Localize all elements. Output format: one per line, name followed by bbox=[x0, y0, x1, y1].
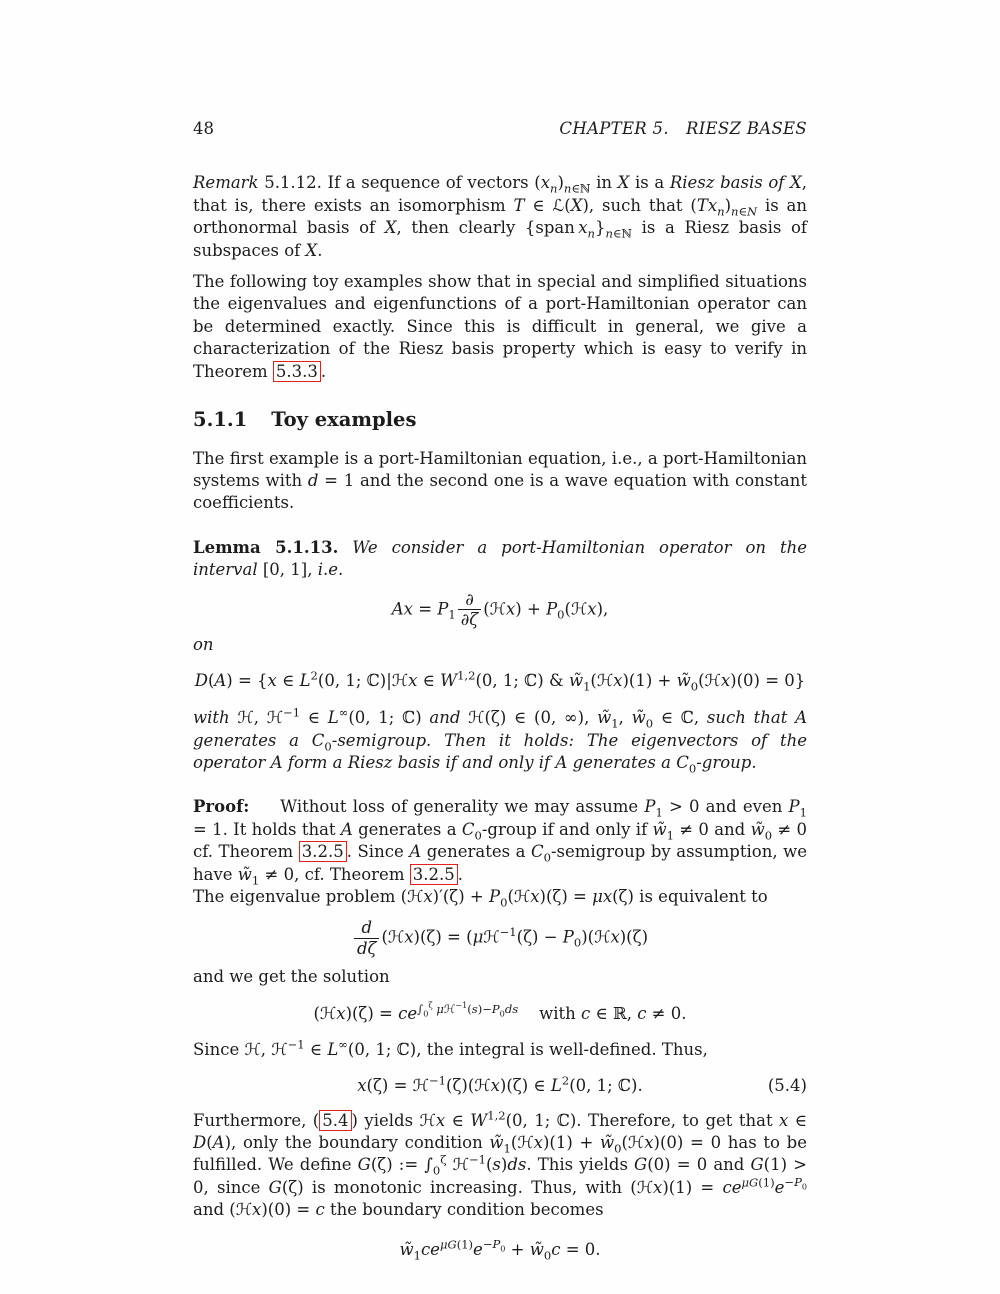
remark-paragraph: Remark 5.1.12. If a sequence of vectors $(x_n)_{n\in ℕ}$ in X is a Riesz basis of X, that is, there exists an isomorphism T ∈ ℒ(X), such that $(Tx_n)_{n\in N}$ is an orthonormal basis of X, then clearly {span $x_n\}_{n\in ℕ}$ is a Riesz basis of subspaces of X. bbox=[193, 173, 808, 260]
equation-operator: $Ax = P_1$ $\frac{\partial}{\partial\zeta}$ (ℋx) + $P_0(ℋx)$, bbox=[391, 589, 609, 629]
solution-intro: and we get the solution bbox=[193, 966, 390, 986]
equation-5-4-body: x(ζ) = ℋ$^{-1}$(ζ)(ℋx)(ζ) ∈ $L^2(0$, 1; ℂ). bbox=[357, 1073, 643, 1096]
section-number: 5.1.1 bbox=[193, 408, 248, 432]
running-head-title: CHAPTER 5. RIESZ BASES bbox=[559, 119, 807, 138]
first-example-paragraph: The first example is a port-Hamiltonian equation, i.e., a port-Hamiltonian systems with d = 1 and the second one is a wave equation with constant coefficients. bbox=[193, 448, 807, 513]
equation-domain: D(A) = {x ∈ $L^2(0$, 1; ℂ)|ℋx ∈ W$^{1,2}$(0, 1; ℂ) & $w̃_1(ℋx)(1)$ + $w̃_0(ℋx)(0) = 0$} bbox=[194, 668, 806, 693]
toy-examples-intro-paragraph: The following toy examples show that in special and simplified situations the eigenvalues and eigenfunctions of a port-Hamiltonian operator can be determined exactly. Since this is difficult in general, we give a characterization of the Riesz basis property which is easy to verify in Theorem 5.3.3 . bbox=[193, 272, 807, 381]
proof-paragraph: Proof: Without loss of generality we may assume $P_1 > 0$ and even $P_1 = 1$. It holds that A generates a $C_0$-group if and only if $w̃_1 \ne 0$ and $w̃_0 \ne 0$ cf. Theorem 3.2.5 . Since A generates a $C_0$-semigroup by assumption, we have $w̃_1 \ne 0$, cf. Theorem 3.2.5 . The eigenvalue problem (ℋx)′(ζ) + $P_0(ℋx)(\zeta) = \mu x(\zeta)$ is equivalent to bbox=[193, 797, 807, 910]
equation-5-4 bbox=[193, 1075, 807, 1097]
theorem-5.3.3-link[interactable]: 5.3.3 bbox=[273, 361, 321, 382]
since-paragraph: Since ℋ, ℋ$^{-1}$ ∈ L∞(0, 1; ℂ), the integral is well-defined. Thus, bbox=[193, 1037, 708, 1059]
section-title: Toy examples bbox=[271, 408, 417, 432]
equation-boundary-condition: $w̃_1ce^{\mu G(1)}e^{-P_0}$ + $w̃_0c = 0$. bbox=[399, 1237, 601, 1262]
theorem-3.2.5-link[interactable]: 3.2.5 bbox=[299, 841, 347, 862]
lemma-statement: Lemma 5.1.13. We consider a port-Hamiltonian operator on the interval [0, 1], i.e. bbox=[193, 537, 807, 580]
equation-solution: (ℋx)(ζ) = $ce^{\int_0^\zeta \mu ℋ^{-1}(s)-P_0ds}$ with c ∈ ℝ, c ≠ 0. bbox=[313, 1000, 687, 1024]
equation-number-5-4: (5.4) bbox=[767, 1076, 807, 1096]
equation-eigenvalue: $\frac{d}{d\zeta}$ (ℋx)(ζ) = (μℋ$^{-1}$(ζ) − $P_0)(ℋx)(\zeta)$ bbox=[193, 919, 807, 957]
page-number: 48 bbox=[193, 119, 214, 138]
running-header bbox=[193, 118, 807, 140]
on-word: on bbox=[193, 635, 214, 655]
lemma-continuation: with ℋ, ℋ$^{-1}$ ∈ L∞(0, 1; ℂ) and ℋ(ζ) ∈ (0, ∞), $w̃_1$, $w̃_0$ ∈ ℂ, such that A generates a $C_0$-semigroup. Then it holds: The eigenvectors of the operator A form a Riesz basis if and only if A generates a $C_0$-group. bbox=[193, 705, 807, 776]
theorem-3.2.5-link[interactable]: 3.2.5 bbox=[410, 864, 458, 885]
section-heading bbox=[193, 409, 807, 431]
text-column bbox=[193, 118, 807, 1261]
furthermore-paragraph: Furthermore, ( 5.4 ) yields ℋx ∈ W$^{1,2}$(0, 1; ℂ). Therefore, to get that x ∈ D(A), only the boundary condition $w̃_1(ℋx)(1)$ + $w̃_0(ℋx)(0) = 0$ has to be fulfilled. We define G(ζ) := $\int_0^\zeta$ ℋ$^{-1}$(s)ds. This yields G(0) = 0 and G(1) > 0, since G(ζ) is monotonic increasing. Thus, with (ℋx)(1) = $ce^{\mu G(1)}e^{-P_0}$ and (ℋx)(0) = c the boundary condition becomes bbox=[193, 1108, 808, 1220]
eq-5.4-link[interactable]: 5.4 bbox=[319, 1110, 351, 1131]
